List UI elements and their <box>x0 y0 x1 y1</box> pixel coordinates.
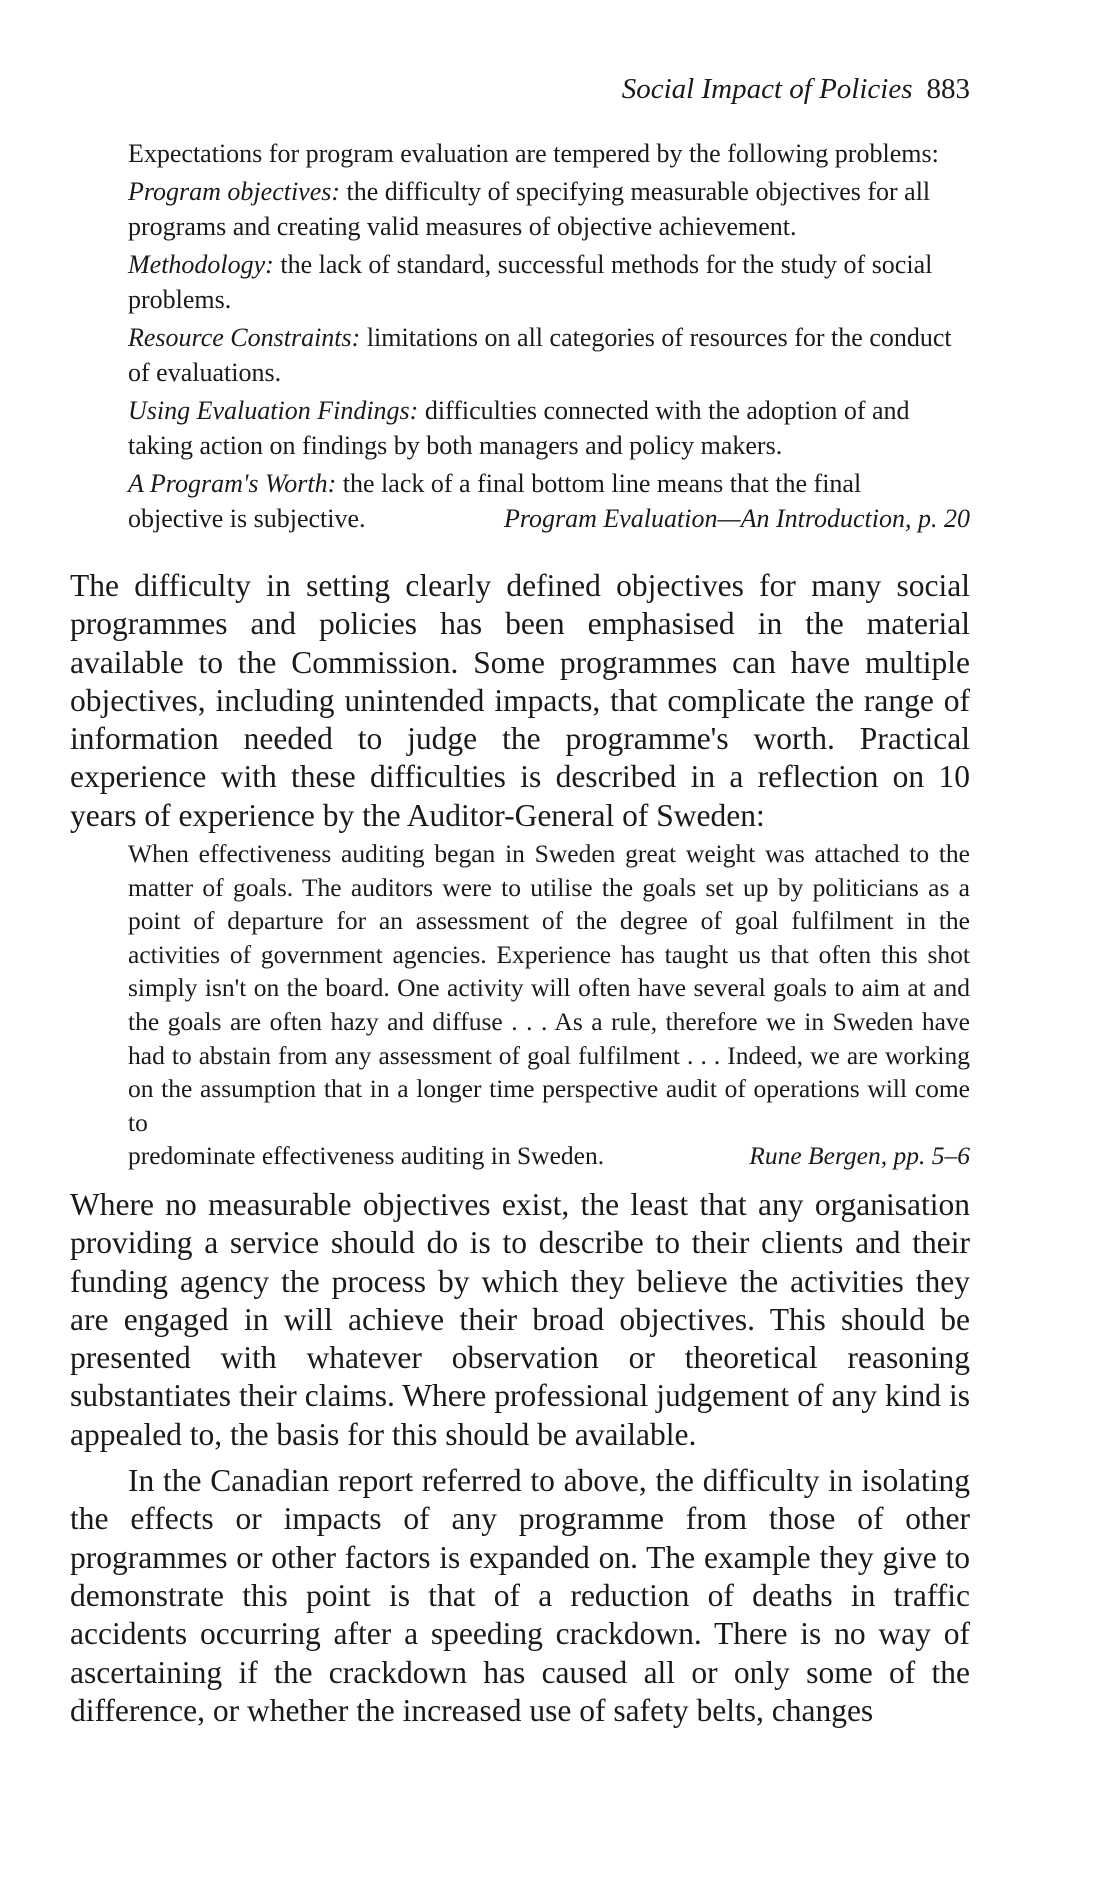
quote-citation: Program Evaluation—An Introduction, p. 20 <box>503 504 970 533</box>
running-head-title: Social Impact of Policies <box>621 73 913 105</box>
quote-item-term: Methodology: <box>128 250 274 279</box>
quote-item-term: Using Evaluation Findings: <box>128 396 419 425</box>
quote-item-term: Program objectives: <box>128 177 341 206</box>
quote-item-end-text: objective is subjective. <box>128 504 366 533</box>
quote-item <box>128 174 970 244</box>
quote-item <box>128 247 970 317</box>
quote-item <box>128 466 970 501</box>
quote-item-text: difficulties connected with the adoption of and taking action on findings by both managers and policy makers. <box>128 396 910 460</box>
paragraph: The difficulty in setting clearly defined objectives for many social programmes and policies has been emphasised in the material available to the Commission. Some programmes can have multiple objectives, including unintended impacts, that complicate the range of information needed to judge the programme's worth. Practical experience with these difficulties is described in a reflection on 10 years of experience by the Auditor-General of Sweden: <box>70 568 970 833</box>
quote-item <box>128 393 970 463</box>
quote-item-text: limitations on all categories of resources for the conduct of evaluations. <box>128 323 952 387</box>
quote-item-term: Resource Constraints: <box>128 323 361 352</box>
body-paragraph-objectives <box>70 567 970 835</box>
quote-item-text: the difficulty of specifying measurable objectives for all programs and creating valid measures of objective achievement. <box>128 177 931 241</box>
quote-text: When effectiveness auditing began in Sweden great weight was attached to the matter of goals. The auditors were to utilise the goals set up by politicians as a point of departure for an assessment of the degree of goal fulfilment in the activities of government agencies. Experience has taught us that often this shot simply isn't on the board. One activity will often have several goals to aim at and the goals are often hazy and diffuse . . . As a rule, therefore we in Sweden have had to abstain from any assessment of goal fulfilment . . . Indeed, we are working on the assumption that in a longer time perspective audit of operations will come to <box>128 839 970 1137</box>
quote-item <box>128 320 970 390</box>
paragraph: In the Canadian report referred to above, the difficulty in isolating the effects or impacts of any programme from those of other programmes or other factors is expanded on. The example they give to demonstrate this point is that of a reduction of deaths in traffic accidents occurring after a speeding crackdown. There is no way of ascertaining if the crackdown has caused all or only some of the difference, or whether the increased use of safety belts, changes <box>70 1463 970 1728</box>
quote-item-term: A Program's Worth: <box>128 469 337 498</box>
page-number: 883 <box>926 73 970 105</box>
block-quote-auditor-general <box>128 837 970 1173</box>
quote-end-text: predominate effectiveness auditing in Sweden. <box>128 1141 605 1171</box>
body-text-continued <box>70 1186 970 1730</box>
running-head <box>622 72 970 106</box>
paragraph: Where no measurable objectives exist, the least that any organisation providing a service should do is to describe to their clients and their funding agency the process by which they believe the activities they are engaged in will achieve their broad objectives. This should be presented with whatever observation or theoretical reasoning substantiates their claims. Where professional judgement of any kind is appealed to, the basis for this should be available. <box>70 1187 970 1452</box>
quote-item-text: the lack of standard, successful methods for the study of social problems. <box>128 250 933 314</box>
quote-intro: Expectations for program evaluation are tempered by the following problems: <box>128 139 939 168</box>
quote-item-text: the lack of a final bottom line means that the final <box>336 469 862 498</box>
quote-end-line <box>128 1139 970 1173</box>
quote-end-line <box>128 501 970 536</box>
quote-citation: Rune Bergen, pp. 5–6 <box>749 1141 970 1171</box>
block-quote-program-evaluation <box>128 136 970 536</box>
